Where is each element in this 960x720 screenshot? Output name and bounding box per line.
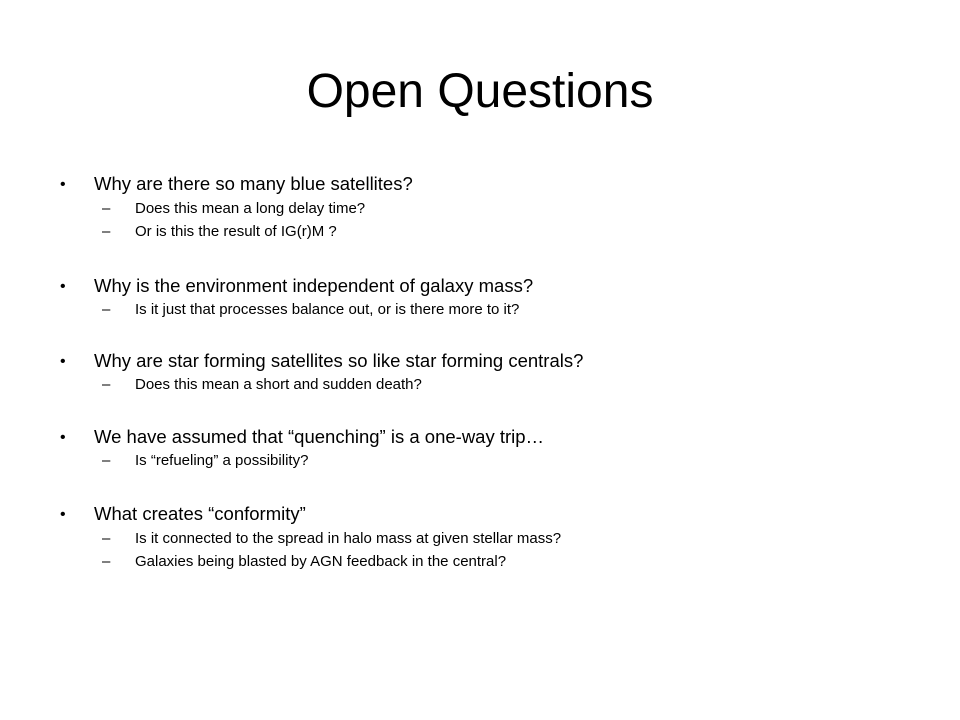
sub-bullet-item [102, 529, 562, 549]
bullet-text: Why are there so many blue satellites? [94, 173, 413, 194]
sub-bullet-text: Does this mean a long delay time? [135, 200, 366, 217]
bullet-text: We have assumed that “quenching” is a one-way trip… [94, 426, 545, 447]
sub-bullet-item [102, 199, 366, 219]
bullet-marker: • [60, 353, 66, 370]
sub-bullet-text: Is it connected to the spread in halo mass at given stellar mass? [135, 530, 562, 547]
sub-bullet-marker: – [102, 553, 111, 570]
sub-bullet-text: Or is this the result of IG(r)M ? [135, 223, 337, 240]
sub-bullet-marker: – [102, 301, 111, 318]
sub-bullet-item [102, 300, 520, 320]
bullet-marker: • [60, 278, 66, 295]
sub-bullet-text: Is it just that processes balance out, or is there more to it? [135, 301, 520, 318]
sub-bullet-item [102, 451, 309, 471]
sub-bullet-text: Does this mean a short and sudden death? [135, 376, 422, 393]
slide-title: Open Questions [306, 65, 654, 118]
bullet-item [60, 425, 545, 449]
bullet-item [60, 502, 306, 526]
bullet-text: What creates “conformity” [94, 503, 306, 524]
bullet-text: Why are star forming satellites so like star forming centrals? [94, 350, 584, 371]
sub-bullet-marker: – [102, 223, 111, 240]
bullet-marker: • [60, 506, 66, 523]
bullet-item [60, 172, 413, 196]
bullet-marker: • [60, 429, 66, 446]
sub-bullet-marker: – [102, 200, 111, 217]
sub-bullet-text: Is “refueling” a possibility? [135, 452, 309, 469]
sub-bullet-item [102, 222, 337, 242]
bullet-marker: • [60, 176, 66, 193]
bullet-item [60, 349, 584, 373]
sub-bullet-marker: – [102, 530, 111, 547]
bullet-item [60, 274, 534, 298]
sub-bullet-marker: – [102, 452, 111, 469]
sub-bullet-item [102, 552, 507, 572]
bullet-text: Why is the environment independent of galaxy mass? [94, 275, 534, 296]
sub-bullet-marker: – [102, 376, 111, 393]
sub-bullet-item [102, 375, 422, 395]
sub-bullet-text: Galaxies being blasted by AGN feedback in the central? [135, 553, 507, 570]
